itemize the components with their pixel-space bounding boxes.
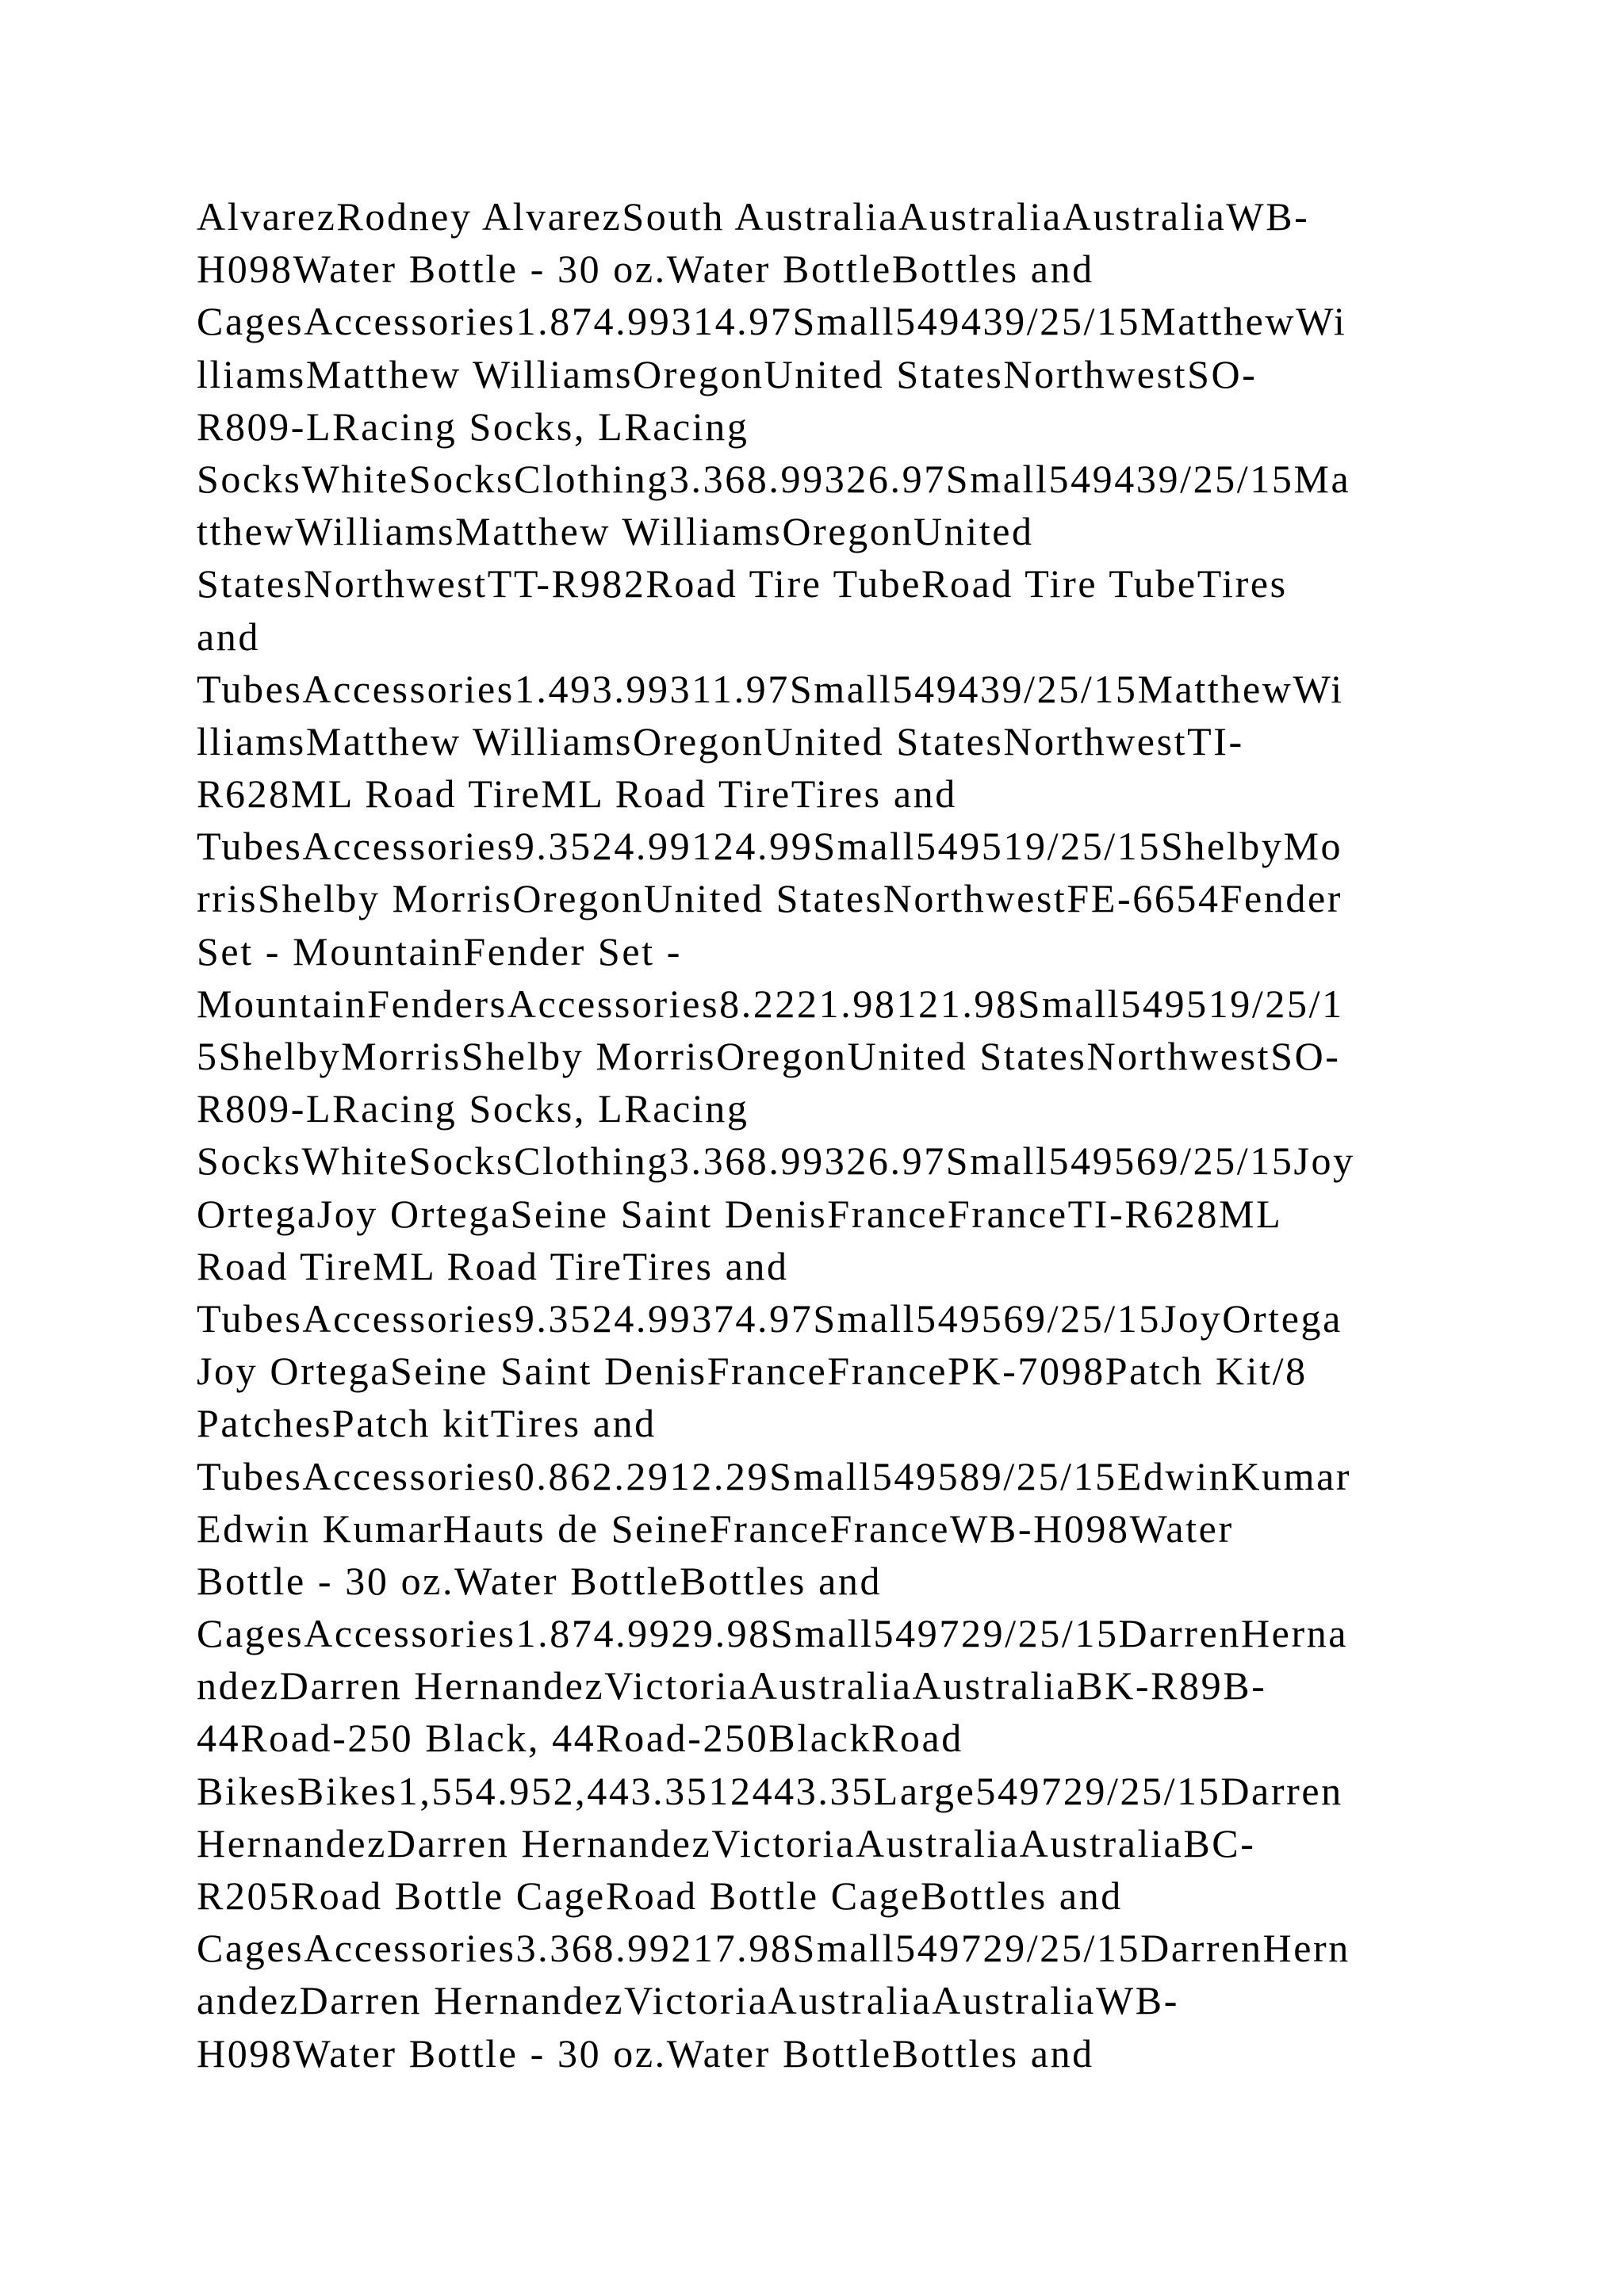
text-line: lliamsMatthew WilliamsOregonUnited StatesNorthwestSO-: [197, 351, 1258, 396]
text-line: 5ShelbyMorrisShelby MorrisOregonUnited StatesNorthwestSO-: [197, 1034, 1341, 1078]
text-line: 44Road-250 Black, 44Road-250BlackRoad: [197, 1716, 963, 1761]
body-text: [197, 190, 1450, 2080]
text-line: OrtegaJoy OrtegaSeine Saint DenisFranceFranceTI-R628ML: [197, 1191, 1283, 1236]
text-line: PatchesPatch kitTires and: [197, 1401, 657, 1446]
text-line: CagesAccessories1.874.9929.98Small549729/25/15DarrenHerna: [197, 1611, 1349, 1656]
text-line: R628ML Road TireML Road TireTires and: [197, 771, 957, 817]
text-line: H098Water Bottle - 30 oz.Water BottleBottles and: [197, 2030, 1094, 2076]
text-line: SocksWhiteSocksClothing3.368.99326.97Small549439/25/15Ma: [197, 456, 1351, 501]
text-line: andezDarren HernandezVictoriaAustraliaAustraliaWB-: [197, 1978, 1179, 2023]
text-line: R809-LRacing Socks, LRacing: [197, 1086, 749, 1131]
text-line: SocksWhiteSocksClothing3.368.99326.97Small549569/25/15Joy: [197, 1138, 1355, 1184]
text-line: Bottle - 30 oz.Water BottleBottles and: [197, 1558, 883, 1603]
text-line: CagesAccessories1.874.99314.97Small549439/25/15MatthewWi: [197, 299, 1347, 344]
text-line: and: [197, 614, 260, 659]
text-line: StatesNorthwestTT-R982Road Tire TubeRoad Tire TubeTires: [197, 561, 1288, 607]
text-line: Road TireML Road TireTires and: [197, 1243, 789, 1288]
text-line: H098Water Bottle - 30 oz.Water BottleBottles and: [197, 247, 1094, 292]
text-line: Set - MountainFender Set -: [197, 928, 682, 974]
text-line: TubesAccessories0.862.2912.29Small549589/25/15EdwinKumar: [197, 1453, 1352, 1498]
text-line: TubesAccessories9.3524.99374.97Small549569/25/15JoyOrtega: [197, 1295, 1342, 1341]
text-line: HernandezDarren HernandezVictoriaAustraliaAustraliaBC-: [197, 1820, 1256, 1866]
text-line: TubesAccessories1.493.99311.97Small549439/25/15MatthewWi: [197, 666, 1344, 711]
text-line: CagesAccessories3.368.99217.98Small549729/25/15DarrenHern: [197, 1926, 1350, 1971]
text-line: Joy OrtegaSeine Saint DenisFranceFrancePK-7098Patch Kit/8: [197, 1349, 1308, 1394]
text-line: R809-LRacing Socks, LRacing: [197, 404, 749, 449]
text-line: R205Road Bottle CageRoad Bottle CageBottles and: [197, 1873, 1123, 1918]
text-line: AlvarezRodney AlvarezSouth AustraliaAustraliaAustraliaWB-: [197, 194, 1310, 239]
text-line: BikesBikes1,554.952,443.3512443.35Large549729/25/15Darren: [197, 1768, 1343, 1813]
text-line: MountainFendersAccessories8.2221.98121.98Small549519/25/1: [197, 981, 1344, 1026]
text-line: TubesAccessories9.3524.99124.99Small549519/25/15ShelbyMo: [197, 824, 1343, 869]
text-line: lliamsMatthew WilliamsOregonUnited StatesNorthwestTI-: [197, 718, 1244, 763]
text-line: Edwin KumarHauts de SeineFranceFranceWB-H098Water: [197, 1506, 1234, 1551]
text-line: rrisShelby MorrisOregonUnited StatesNorthwestFE-6654Fender: [197, 876, 1343, 921]
text-line: tthewWilliamsMatthew WilliamsOregonUnited: [197, 509, 1034, 554]
text-line: ndezDarren HernandezVictoriaAustraliaAustraliaBK-R89B-: [197, 1663, 1267, 1709]
